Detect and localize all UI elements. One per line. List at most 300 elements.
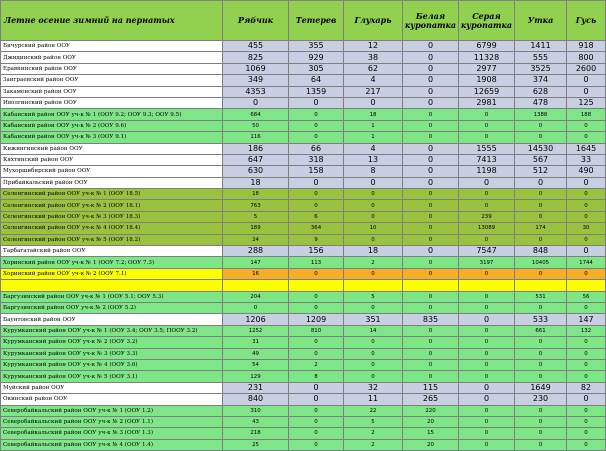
value-cell[interactable]: 0 <box>403 52 459 63</box>
value-cell[interactable]: 630 <box>223 166 289 177</box>
value-cell[interactable]: 825 <box>223 52 289 63</box>
value-cell[interactable] <box>223 280 289 291</box>
value-cell[interactable]: 0 <box>515 405 567 416</box>
value-cell[interactable] <box>515 280 567 291</box>
value-cell[interactable]: 0 <box>344 177 403 188</box>
value-cell[interactable]: 0 <box>459 132 515 143</box>
row-name-cell[interactable]: Северобайкальский район ООУ уч-к № 1 (ООУ 1.2) <box>1 405 223 416</box>
value-cell[interactable]: 18 <box>344 246 403 257</box>
value-cell[interactable]: 0 <box>403 223 459 234</box>
value-cell[interactable]: 9 <box>289 234 344 245</box>
value-cell[interactable]: 265 <box>403 394 459 405</box>
value-cell[interactable]: 18 <box>344 109 403 120</box>
value-cell[interactable]: 0 <box>567 439 606 450</box>
value-cell[interactable]: 56 <box>567 291 606 302</box>
row-name-cell[interactable]: Прибайкальский район ООУ <box>1 177 223 188</box>
value-cell[interactable]: 7547 <box>459 246 515 257</box>
table-row <box>1 189 606 200</box>
value-cell[interactable]: 0 <box>403 189 459 200</box>
value-cell[interactable]: 1359 <box>289 86 344 97</box>
value-cell[interactable]: 0 <box>344 200 403 211</box>
value-cell[interactable]: 62 <box>344 63 403 74</box>
value-cell[interactable]: 0 <box>289 120 344 131</box>
value-cell[interactable]: 455 <box>223 41 289 52</box>
row-name-cell[interactable]: Северобайкальский район ООУ уч-к № 3 (ООУ 1.3) <box>1 428 223 439</box>
value-cell[interactable]: 918 <box>567 41 606 52</box>
row-name-cell[interactable]: Кижингинский район ООУ <box>1 143 223 154</box>
value-cell[interactable]: 0 <box>515 302 567 313</box>
value-cell[interactable]: 0 <box>223 97 289 108</box>
table-body <box>1 41 606 451</box>
value-cell[interactable]: 0 <box>567 394 606 405</box>
value-cell[interactable]: 0 <box>289 200 344 211</box>
value-cell[interactable]: 0 <box>289 428 344 439</box>
value-cell[interactable]: 0 <box>344 189 403 200</box>
value-cell[interactable]: 0 <box>515 416 567 427</box>
value-cell[interactable]: 6 <box>289 211 344 222</box>
value-cell[interactable]: 0 <box>567 200 606 211</box>
value-cell[interactable]: 288 <box>223 246 289 257</box>
value-cell[interactable]: 5 <box>223 211 289 222</box>
value-cell[interactable]: 218 <box>223 428 289 439</box>
value-cell[interactable]: 0 <box>567 234 606 245</box>
value-cell[interactable]: 1908 <box>459 75 515 86</box>
value-cell[interactable]: 0 <box>567 268 606 279</box>
value-cell[interactable]: 12659 <box>459 86 515 97</box>
value-cell[interactable]: 3525 <box>515 63 567 74</box>
value-cell[interactable]: 1 <box>344 120 403 131</box>
value-cell[interactable]: 0 <box>403 302 459 313</box>
value-cell[interactable]: 217 <box>344 86 403 97</box>
value-cell[interactable]: 763 <box>223 200 289 211</box>
row-name-cell[interactable]: Хоринский район ООУ уч-к № 2 (ООУ 7.1) <box>1 268 223 279</box>
value-cell[interactable]: 0 <box>403 75 459 86</box>
value-cell[interactable]: 0 <box>515 132 567 143</box>
value-cell[interactable]: 0 <box>459 177 515 188</box>
value-cell[interactable]: 64 <box>289 75 344 86</box>
value-cell[interactable]: 0 <box>289 439 344 450</box>
value-cell[interactable]: 0 <box>223 302 289 313</box>
value-cell[interactable]: 0 <box>515 428 567 439</box>
value-cell[interactable]: 2 <box>344 428 403 439</box>
value-cell[interactable]: 0 <box>403 337 459 348</box>
value-cell[interactable]: 0 <box>459 325 515 336</box>
value-cell[interactable]: 0 <box>459 394 515 405</box>
value-cell[interactable]: 0 <box>459 337 515 348</box>
value-cell[interactable]: 0 <box>403 166 459 177</box>
value-cell[interactable]: 2 <box>344 439 403 450</box>
value-cell[interactable]: 0 <box>344 337 403 348</box>
value-cell[interactable]: 0 <box>459 348 515 359</box>
value-cell[interactable]: 0 <box>289 268 344 279</box>
value-cell[interactable]: 0 <box>403 291 459 302</box>
value-cell[interactable]: 0 <box>515 268 567 279</box>
row-name-cell[interactable]: Еравнинский район ООУ <box>1 63 223 74</box>
value-cell[interactable]: 0 <box>289 337 344 348</box>
value-cell[interactable]: 364 <box>289 223 344 234</box>
value-cell[interactable]: 0 <box>459 109 515 120</box>
value-cell[interactable]: 0 <box>567 302 606 313</box>
value-cell[interactable] <box>459 280 515 291</box>
value-cell[interactable]: 555 <box>515 52 567 63</box>
value-cell[interactable]: 0 <box>403 177 459 188</box>
value-cell[interactable]: 156 <box>289 246 344 257</box>
table-row <box>1 200 606 211</box>
row-name-cell[interactable]: Тарбагатайский район ООУ <box>1 246 223 257</box>
value-cell[interactable]: 0 <box>289 189 344 200</box>
value-cell[interactable]: 0 <box>403 41 459 52</box>
value-cell[interactable]: 351 <box>344 314 403 325</box>
value-cell[interactable]: 22 <box>344 405 403 416</box>
value-cell[interactable]: 2981 <box>459 97 515 108</box>
value-cell[interactable]: 0 <box>403 143 459 154</box>
value-cell[interactable]: 531 <box>515 291 567 302</box>
value-cell[interactable]: 0 <box>567 75 606 86</box>
value-cell[interactable]: 4 <box>344 75 403 86</box>
row-name-cell[interactable]: Иволгинский район ООУ <box>1 97 223 108</box>
value-cell[interactable]: 12 <box>344 41 403 52</box>
value-cell[interactable] <box>289 280 344 291</box>
value-cell[interactable]: 0 <box>567 337 606 348</box>
value-cell[interactable]: 5 <box>344 291 403 302</box>
value-cell[interactable]: 49 <box>223 348 289 359</box>
value-cell[interactable]: 38 <box>344 52 403 63</box>
value-cell[interactable]: 647 <box>223 154 289 165</box>
row-name-cell[interactable]: Бичурский район ООУ <box>1 41 223 52</box>
row-name-cell[interactable]: Кяхтинский район ООУ <box>1 154 223 165</box>
row-name-cell[interactable]: Курумканский район ООУ уч-к № 1 (ООУ 3.4; ООУ 3.5; ПООУ 3.2) <box>1 325 223 336</box>
row-name-cell[interactable] <box>1 280 223 291</box>
value-cell[interactable]: 0 <box>459 405 515 416</box>
value-cell[interactable]: 310 <box>223 405 289 416</box>
value-cell[interactable]: 30 <box>567 223 606 234</box>
row-name-cell[interactable]: Кабанский район ООУ уч-к № 1 (ООУ 9.2; ООУ 9.3; ООУ 9.5) <box>1 109 223 120</box>
row-name-cell[interactable]: Баунтовский район ООУ <box>1 314 223 325</box>
value-cell[interactable]: 0 <box>567 86 606 97</box>
value-cell[interactable]: 32 <box>344 382 403 393</box>
value-cell[interactable]: 684 <box>223 109 289 120</box>
value-cell[interactable]: 661 <box>515 325 567 336</box>
value-cell[interactable]: 43 <box>223 416 289 427</box>
value-cell[interactable]: 0 <box>515 359 567 370</box>
value-cell[interactable]: 204 <box>223 291 289 302</box>
value-cell[interactable]: 0 <box>289 405 344 416</box>
value-cell[interactable]: 31 <box>223 337 289 348</box>
value-cell[interactable]: 0 <box>344 268 403 279</box>
value-cell[interactable]: 18 <box>223 189 289 200</box>
value-cell[interactable]: 82 <box>567 382 606 393</box>
value-cell[interactable]: 0 <box>403 348 459 359</box>
value-cell[interactable]: 0 <box>459 268 515 279</box>
value-cell[interactable]: 14530 <box>515 143 567 154</box>
value-cell[interactable]: 147 <box>567 314 606 325</box>
value-cell[interactable]: 478 <box>515 97 567 108</box>
value-cell[interactable]: 0 <box>515 348 567 359</box>
value-cell[interactable]: 13 <box>344 154 403 165</box>
value-cell[interactable]: 230 <box>515 394 567 405</box>
value-cell[interactable]: 50 <box>223 120 289 131</box>
value-cell[interactable]: 0 <box>515 177 567 188</box>
value-cell[interactable]: 355 <box>289 41 344 52</box>
value-cell[interactable]: 1206 <box>223 314 289 325</box>
row-name-cell[interactable]: Баргузинский район ООУ уч-к № 1 (ООУ 5.1; ООУ 5.3) <box>1 291 223 302</box>
value-cell[interactable]: 33 <box>567 154 606 165</box>
table-row <box>1 52 606 63</box>
table-row <box>1 234 606 245</box>
value-cell[interactable]: 20 <box>403 439 459 450</box>
value-cell[interactable]: 0 <box>289 132 344 143</box>
value-cell[interactable]: 0 <box>459 302 515 313</box>
value-cell[interactable]: 0 <box>459 189 515 200</box>
value-cell[interactable]: 0 <box>515 371 567 382</box>
value-cell[interactable]: 147 <box>223 257 289 268</box>
value-cell[interactable]: 7413 <box>459 154 515 165</box>
value-cell[interactable]: 0 <box>344 348 403 359</box>
value-cell[interactable]: 0 <box>515 200 567 211</box>
value-cell[interactable]: 5 <box>344 416 403 427</box>
value-cell[interactable]: 0 <box>403 257 459 268</box>
value-cell[interactable]: 0 <box>567 120 606 131</box>
value-cell[interactable]: 1069 <box>223 63 289 74</box>
value-cell[interactable]: 0 <box>344 371 403 382</box>
value-cell[interactable]: 0 <box>403 200 459 211</box>
row-name-cell[interactable]: Заиграевский район ООУ <box>1 75 223 86</box>
row-name-cell[interactable]: Муйский район ООУ <box>1 382 223 393</box>
value-cell[interactable]: 186 <box>223 143 289 154</box>
row-name-cell[interactable]: Курумканский район ООУ уч-к № 5 (ООУ 3.1) <box>1 371 223 382</box>
value-cell[interactable]: 0 <box>515 234 567 245</box>
value-cell[interactable] <box>344 280 403 291</box>
value-cell[interactable]: 318 <box>289 154 344 165</box>
value-cell[interactable]: 16 <box>223 268 289 279</box>
row-name-cell[interactable]: Мухоршибирский район ООУ <box>1 166 223 177</box>
value-cell[interactable]: 0 <box>403 97 459 108</box>
value-cell[interactable]: 1411 <box>515 41 567 52</box>
value-cell[interactable]: 0 <box>567 348 606 359</box>
value-cell[interactable]: 0 <box>344 97 403 108</box>
value-cell[interactable]: 0 <box>567 189 606 200</box>
value-cell[interactable]: 0 <box>459 234 515 245</box>
value-cell[interactable]: 8 <box>344 166 403 177</box>
value-cell[interactable]: 220 <box>403 405 459 416</box>
value-cell[interactable]: 0 <box>403 371 459 382</box>
value-cell[interactable]: 2600 <box>567 63 606 74</box>
value-cell[interactable]: 66 <box>289 143 344 154</box>
value-cell[interactable]: 0 <box>515 189 567 200</box>
value-cell[interactable]: 0 <box>403 325 459 336</box>
value-cell[interactable]: 0 <box>403 86 459 97</box>
value-cell[interactable]: 0 <box>515 439 567 450</box>
value-cell[interactable]: 0 <box>459 314 515 325</box>
value-cell[interactable]: 24 <box>223 234 289 245</box>
value-cell[interactable]: 1649 <box>515 382 567 393</box>
table-row <box>1 291 606 302</box>
value-cell[interactable]: 567 <box>515 154 567 165</box>
value-cell[interactable]: 0 <box>459 120 515 131</box>
value-cell[interactable]: 810 <box>289 325 344 336</box>
value-cell[interactable]: 349 <box>223 75 289 86</box>
row-name-cell[interactable]: Баргузинский район ООУ уч-к № 2 (ООУ 5.2) <box>1 302 223 313</box>
value-cell[interactable]: 848 <box>515 246 567 257</box>
value-cell[interactable]: 3197 <box>459 257 515 268</box>
value-cell[interactable]: 0 <box>289 291 344 302</box>
value-cell[interactable]: 115 <box>403 382 459 393</box>
value-cell[interactable]: 174 <box>515 223 567 234</box>
value-cell[interactable]: 0 <box>459 439 515 450</box>
value-cell[interactable]: 4 <box>344 143 403 154</box>
value-cell[interactable]: 129 <box>223 371 289 382</box>
value-cell[interactable]: 0 <box>459 428 515 439</box>
value-cell[interactable]: 231 <box>223 382 289 393</box>
value-cell[interactable]: 11 <box>344 394 403 405</box>
value-cell[interactable]: 0 <box>567 177 606 188</box>
value-cell[interactable]: 533 <box>515 314 567 325</box>
value-cell[interactable]: 0 <box>403 120 459 131</box>
value-cell[interactable]: 0 <box>459 200 515 211</box>
value-cell[interactable]: 628 <box>515 86 567 97</box>
value-cell[interactable]: 0 <box>567 132 606 143</box>
row-name-cell[interactable]: Хоринский район ООУ уч-к № 1 (ООУ 7.2; ООУ 7.3) <box>1 257 223 268</box>
table-row <box>1 359 606 370</box>
value-cell[interactable]: 0 <box>403 246 459 257</box>
value-cell[interactable]: 1198 <box>459 166 515 177</box>
value-cell[interactable]: 0 <box>289 97 344 108</box>
value-cell[interactable]: 125 <box>567 97 606 108</box>
value-cell[interactable]: 0 <box>289 394 344 405</box>
row-name-cell[interactable]: Селенгинский район ООУ уч-к № 1 (ООУ 18.5) <box>1 189 223 200</box>
value-cell[interactable]: 13089 <box>459 223 515 234</box>
value-cell[interactable]: 0 <box>289 177 344 188</box>
value-cell[interactable]: 512 <box>515 166 567 177</box>
value-cell[interactable]: 0 <box>459 371 515 382</box>
value-cell[interactable]: 1 <box>344 132 403 143</box>
value-cell[interactable]: 6799 <box>459 41 515 52</box>
value-cell[interactable]: 0 <box>515 120 567 131</box>
value-cell[interactable]: 0 <box>515 337 567 348</box>
value-cell[interactable]: 0 <box>459 291 515 302</box>
value-cell[interactable]: 8 <box>289 371 344 382</box>
value-cell[interactable]: 305 <box>289 63 344 74</box>
value-cell[interactable]: 0 <box>403 268 459 279</box>
value-cell[interactable] <box>403 280 459 291</box>
row-name-cell[interactable]: Кабанский район ООУ уч-к № 2 (ООУ 9.6) <box>1 120 223 131</box>
value-cell[interactable]: 4353 <box>223 86 289 97</box>
value-cell[interactable]: 14 <box>344 325 403 336</box>
value-cell[interactable]: 10405 <box>515 257 567 268</box>
value-cell[interactable]: 20 <box>403 416 459 427</box>
value-cell[interactable]: 1744 <box>567 257 606 268</box>
value-cell[interactable]: 18 <box>223 177 289 188</box>
value-cell[interactable]: 188 <box>567 109 606 120</box>
value-cell[interactable]: 0 <box>344 302 403 313</box>
table-row <box>1 439 606 450</box>
value-cell[interactable]: 0 <box>289 382 344 393</box>
value-cell[interactable]: 0 <box>567 371 606 382</box>
value-cell[interactable]: 0 <box>567 359 606 370</box>
value-cell[interactable]: 2977 <box>459 63 515 74</box>
value-cell[interactable]: 132 <box>567 325 606 336</box>
value-cell[interactable]: 189 <box>223 223 289 234</box>
value-cell[interactable]: 929 <box>289 52 344 63</box>
value-cell[interactable]: 0 <box>403 359 459 370</box>
value-cell[interactable]: 0 <box>403 234 459 245</box>
column-header: Утка <box>515 1 567 41</box>
value-cell[interactable]: 800 <box>567 52 606 63</box>
row-name-cell[interactable]: Селенгинский район ООУ уч-к № 2 (ООУ 18.1) <box>1 200 223 211</box>
column-header: Гусь <box>567 1 606 41</box>
value-cell[interactable]: 1388 <box>515 109 567 120</box>
row-name-cell[interactable]: Селенгинский район ООУ уч-к № 5 (ООУ 18.2) <box>1 234 223 245</box>
row-name-cell[interactable]: Северобайкальский район ООУ уч-к № 2 (ООУ 1.1) <box>1 416 223 427</box>
value-cell[interactable]: 239 <box>459 211 515 222</box>
value-cell[interactable]: 0 <box>567 405 606 416</box>
value-cell[interactable]: 490 <box>567 166 606 177</box>
value-cell[interactable]: 0 <box>344 211 403 222</box>
value-cell[interactable]: 0 <box>567 246 606 257</box>
value-cell[interactable]: 2 <box>289 359 344 370</box>
value-cell[interactable]: 0 <box>459 416 515 427</box>
value-cell[interactable]: 116 <box>223 132 289 143</box>
value-cell[interactable]: 0 <box>459 382 515 393</box>
value-cell[interactable]: 10 <box>344 223 403 234</box>
value-cell[interactable]: 1209 <box>289 314 344 325</box>
value-cell[interactable]: 25 <box>223 439 289 450</box>
row-name-cell[interactable]: Кабанский район ООУ уч-к № 3 (ООУ 9.1) <box>1 132 223 143</box>
value-cell[interactable]: 0 <box>403 211 459 222</box>
value-cell[interactable]: 0 <box>567 428 606 439</box>
row-name-cell[interactable]: Северобайкальский район ООУ уч-к № 4 (ООУ 1.4) <box>1 439 223 450</box>
row-name-cell[interactable]: Окинский район ООУ <box>1 394 223 405</box>
value-cell[interactable]: 1645 <box>567 143 606 154</box>
row-name-cell[interactable]: Селенгинский район ООУ уч-к № 3 (ООУ 18.3) <box>1 211 223 222</box>
value-cell[interactable]: 0 <box>289 109 344 120</box>
value-cell[interactable]: 0 <box>567 211 606 222</box>
table-row <box>1 325 606 336</box>
value-cell[interactable] <box>567 280 606 291</box>
value-cell[interactable]: 15 <box>403 428 459 439</box>
value-cell[interactable]: 0 <box>344 234 403 245</box>
row-name-cell[interactable]: Закаменский район ООУ <box>1 86 223 97</box>
value-cell[interactable]: 0 <box>459 359 515 370</box>
value-cell[interactable]: 0 <box>289 348 344 359</box>
value-cell[interactable]: 0 <box>344 359 403 370</box>
value-cell[interactable]: 0 <box>567 416 606 427</box>
value-cell[interactable]: 158 <box>289 166 344 177</box>
value-cell[interactable]: 0 <box>403 132 459 143</box>
value-cell[interactable]: 0 <box>289 302 344 313</box>
value-cell[interactable]: 840 <box>223 394 289 405</box>
row-name-cell[interactable]: Курумканский район ООУ уч-к № 3 (ООУ 3.3) <box>1 348 223 359</box>
row-name-cell[interactable]: Джидинский район ООУ <box>1 52 223 63</box>
value-cell[interactable]: 0 <box>403 154 459 165</box>
value-cell[interactable]: 835 <box>403 314 459 325</box>
value-cell[interactable]: 0 <box>289 416 344 427</box>
value-cell[interactable]: 1555 <box>459 143 515 154</box>
value-cell[interactable]: 1252 <box>223 325 289 336</box>
value-cell[interactable]: 374 <box>515 75 567 86</box>
value-cell[interactable]: 11328 <box>459 52 515 63</box>
value-cell[interactable]: 113 <box>289 257 344 268</box>
table-row <box>1 416 606 427</box>
row-name-cell[interactable]: Селенгинский район ООУ уч-к № 4 (ООУ 18.4) <box>1 223 223 234</box>
value-cell[interactable]: 54 <box>223 359 289 370</box>
value-cell[interactable]: 0 <box>403 63 459 74</box>
value-cell[interactable]: 0 <box>403 109 459 120</box>
row-name-cell[interactable]: Курумканский район ООУ уч-к № 2 (ООУ 3.2) <box>1 337 223 348</box>
value-cell[interactable]: 2 <box>344 257 403 268</box>
row-name-cell[interactable]: Курумканский район ООУ уч-к № 4 (ООУ 3.6) <box>1 359 223 370</box>
value-cell[interactable]: 0 <box>515 211 567 222</box>
